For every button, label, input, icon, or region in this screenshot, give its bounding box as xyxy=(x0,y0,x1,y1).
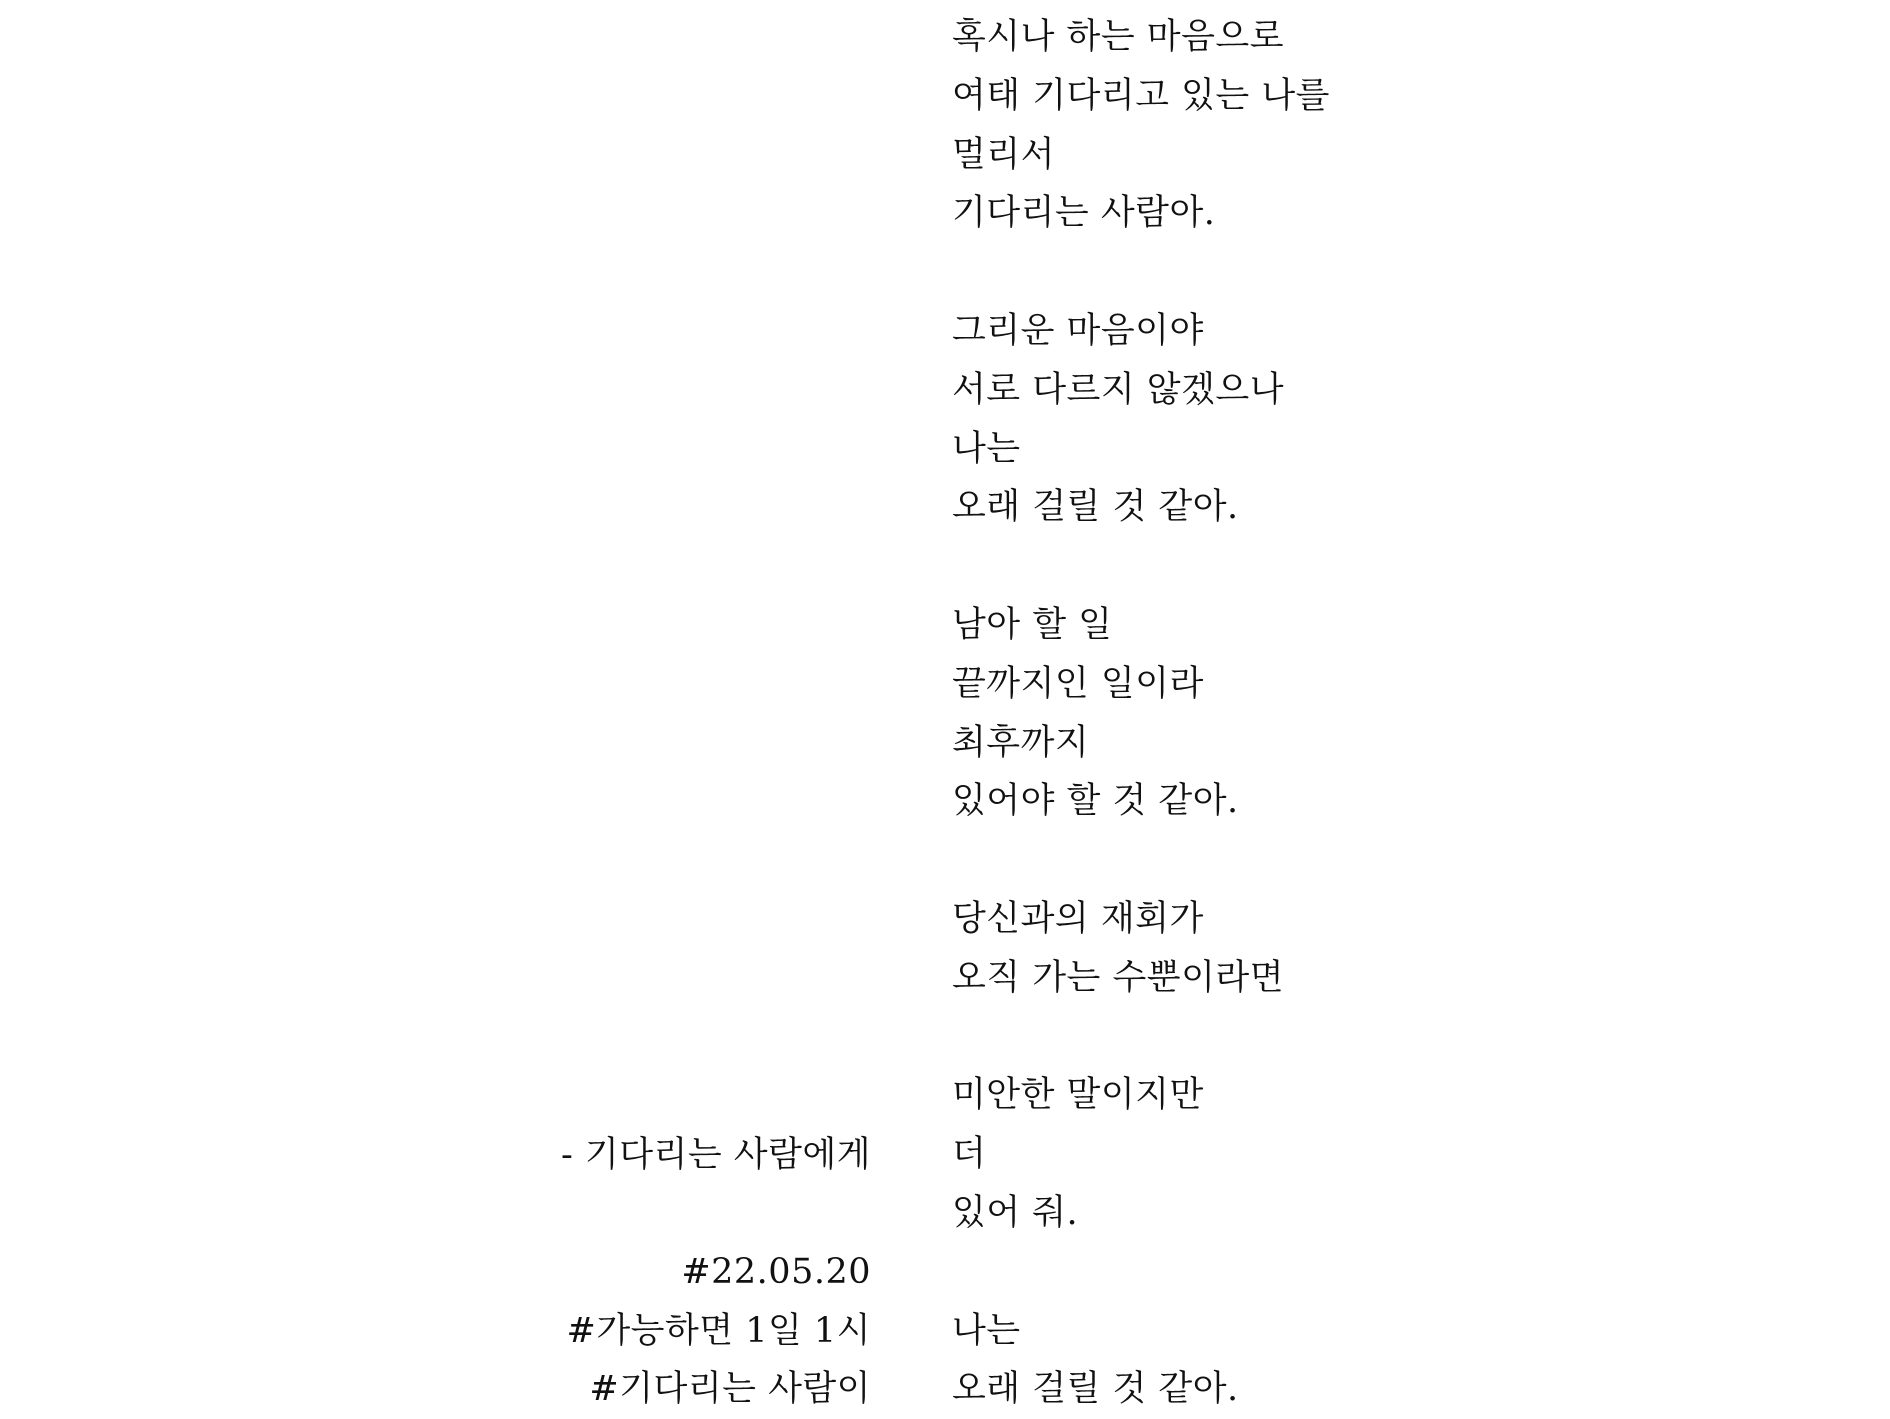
poem-line: 기다리는 사람아. xyxy=(952,193,1216,234)
poem-line: 오래 걸릴 것 같아. xyxy=(952,487,1239,528)
poem-line: 오래 걸릴 것 같아. xyxy=(952,1369,1239,1410)
poem-line: 남아 할 일 xyxy=(952,604,1113,645)
poem-line: 그리운 마음이야 xyxy=(952,310,1204,351)
hashtag: #기다리는 사람이 xyxy=(589,1369,871,1409)
poem-line: 최후까지 xyxy=(952,722,1090,763)
stanza-break xyxy=(952,243,1652,302)
poem-line: 더 xyxy=(952,1134,987,1175)
hashtag: #가능하면 1일 1시 xyxy=(566,1311,871,1351)
poem-body xyxy=(952,8,1652,1419)
poem-line: 멀리서 xyxy=(952,134,1055,175)
poem-line: 있어야 할 것 같아. xyxy=(952,781,1239,822)
stanza-break xyxy=(952,1243,1652,1302)
poem-line: 끝까지인 일이라 xyxy=(952,663,1204,704)
poem-line: 여태 기다리고 있는 나를 xyxy=(952,75,1330,116)
poem-title: - 기다리는 사람에게 xyxy=(560,1135,871,1175)
poem-line: 나는 xyxy=(952,1310,1021,1351)
poem-line: 오직 가는 수뿐이라면 xyxy=(952,957,1285,998)
poem-line: 혹시나 하는 마음으로 xyxy=(952,17,1285,57)
poem-date: #22.05.20 xyxy=(681,1252,871,1292)
poem-line: 나는 xyxy=(952,428,1021,469)
stanza-break xyxy=(952,537,1652,596)
stanza-break xyxy=(952,1008,1652,1067)
stanza-break xyxy=(952,831,1652,890)
poem-line: 당신과의 재회가 xyxy=(952,898,1204,939)
poem-line: 서로 다르지 않겠으나 xyxy=(952,369,1285,410)
poem-line: 있어 줘. xyxy=(952,1192,1079,1233)
poem-line: 미안한 말이지만 xyxy=(952,1075,1204,1116)
